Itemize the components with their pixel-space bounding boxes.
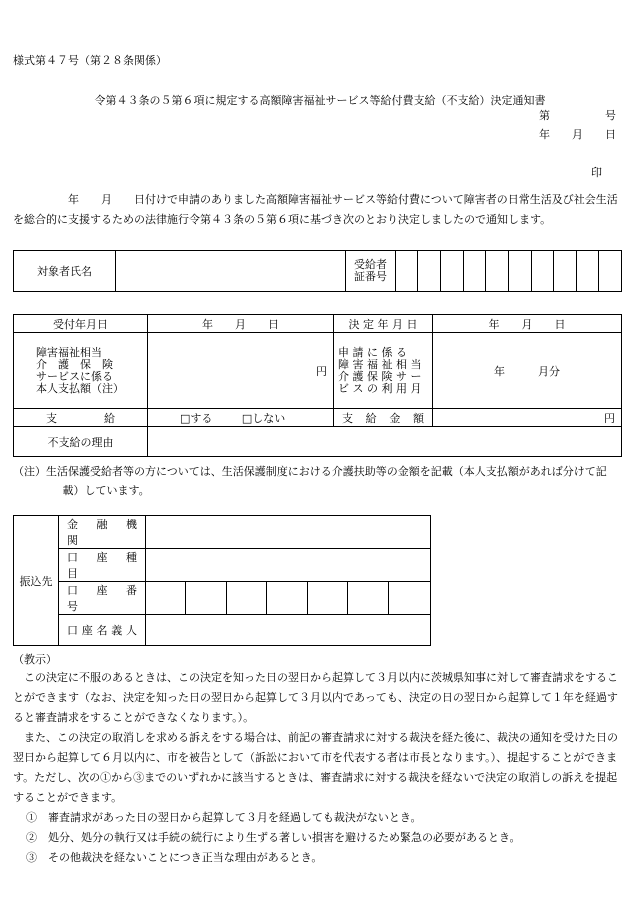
certificate-digit-cell[interactable] (396, 251, 418, 292)
subject-table (13, 250, 622, 292)
notice-item: ① 審査請求があった日の翌日から起算して３月を経過しても裁決がないとき。 (26, 811, 422, 824)
certificate-label-line-2: 証番号 (354, 270, 387, 283)
account-digit-cell[interactable] (146, 582, 186, 615)
notice-paragraph-2: また、この決定の取消しを求める訴えをする場合は、前記の審査請求に対する裁決を経た後に、裁決の通知を受けた日の翌日から起算して６月以内に、市を被告として（訴訟において市を代表する者は市長となります。）、提起することができます。ただし、次の①から③までのいずれかに該当するときは、審査請求に対する裁決を経ないで決定の取消しの訴えを提起することができます。 (13, 731, 618, 804)
form-number: 様式第４７号（第２８条関係） (13, 54, 167, 67)
yen-unit: 円 (316, 364, 327, 378)
copay-label-line: 本人支払額（注） (36, 381, 124, 395)
certificate-number-label (346, 251, 396, 292)
payment-label: 支 給 (14, 409, 148, 427)
payment-amount-label: 支 給 金 額 (334, 409, 433, 427)
copay-amount[interactable] (148, 333, 334, 409)
account-digit-cell[interactable] (348, 582, 389, 615)
certificate-digit-cell[interactable] (509, 251, 532, 292)
payment-option-yes[interactable]: □する (180, 411, 213, 425)
certificate-digit-cell[interactable] (577, 251, 599, 292)
document-title: 令第４３条の５第６項に規定する高額障害福祉サービス等給付費支給（不支給）決定通知書 (94, 94, 546, 107)
account-type-label: 口 座 種 目 (59, 549, 146, 582)
certificate-digit-cell[interactable] (441, 251, 464, 292)
non-payment-reason-value[interactable] (148, 427, 622, 457)
payment-amount-value[interactable] (433, 409, 622, 427)
payment-option-no[interactable]: □しない (241, 411, 286, 425)
certificate-digit-cell[interactable] (486, 251, 509, 292)
service-month-label (334, 333, 433, 409)
decision-date-label: 決 定 年 月 日 (334, 315, 433, 333)
notice-item: ② 処分、処分の執行又は手続の続行により生ずる著しい損害を避けるため緊急の必要があるとき。 (26, 831, 521, 844)
certificate-digit-cell[interactable] (418, 251, 441, 292)
copay-label-line: 介 護 保 険 (36, 357, 113, 371)
account-digit-cell[interactable] (186, 582, 227, 615)
subject-name-value[interactable] (116, 251, 346, 292)
decision-table (13, 314, 622, 457)
account-holder-label: 口 座 名 義 人 (59, 615, 146, 646)
bank-name-label: 金 融 機 関 (59, 516, 146, 549)
account-digit-cell[interactable] (308, 582, 348, 615)
transfer-destination-label: 振込先 (14, 516, 59, 646)
service-month-label-line: ビ ス の 利 用 月 (338, 381, 422, 395)
notice-heading: （教示） (13, 653, 57, 666)
service-month-value[interactable]: 年 月分 (433, 333, 622, 409)
account-digit-cell[interactable] (389, 582, 431, 615)
received-date-value[interactable]: 年 月 日 (148, 315, 334, 333)
bank-name-value[interactable] (146, 516, 431, 549)
payment-options (148, 409, 334, 427)
service-month-label-line: 申 請 に 係 る (338, 345, 407, 359)
certificate-digit-cell[interactable] (599, 251, 622, 292)
document-number-label: 第 号 (539, 109, 616, 122)
yen-unit: 円 (604, 411, 615, 425)
received-date-label: 受付年月日 (14, 315, 148, 333)
certificate-digit-cell[interactable] (532, 251, 554, 292)
notice-items (26, 808, 521, 868)
service-month-label-line: 介 護 保 険 サ ー (338, 369, 422, 383)
notice-paragraph-1: この決定に不服のあるときは、この決定を知った日の翌日から起算して３月以内に茨城県知事に対して審査請求をすることができます（なお、決定を知った日の翌日から起算して３月以内であっても、決定の日の翌日から起算して１年を経過すると審査請求をすることができなくなります。）。 (13, 671, 618, 724)
copay-label-line: サービスに係る (36, 369, 113, 383)
document-date-label: 年 月 日 (539, 128, 616, 141)
seal-mark: 印 (591, 166, 602, 179)
certificate-digit-cell[interactable] (554, 251, 577, 292)
copay-label-line: 障害福祉相当 (36, 345, 102, 359)
certificate-digit-cell[interactable] (464, 251, 486, 292)
copay-label (14, 333, 148, 409)
account-number-label: 口 座 番 号 (59, 582, 146, 615)
service-month-label-line: 障 害 福 祉 相 当 (338, 357, 422, 371)
note-text: （注）生活保護受給者等の方については、生活保護制度における介護扶助等の金額を記載（本人支払額があれば分けて記載）しています。 (13, 465, 607, 497)
decision-date-value[interactable]: 年 月 日 (433, 315, 622, 333)
subject-name-label: 対象者氏名 (14, 251, 116, 292)
account-holder-value[interactable] (146, 615, 431, 646)
non-payment-reason-label: 不支給の理由 (14, 427, 148, 457)
certificate-label-line-1: 受給者 (354, 258, 387, 271)
transfer-table (13, 515, 431, 646)
account-digit-cell[interactable] (267, 582, 308, 615)
account-type-value[interactable] (146, 549, 431, 582)
intro-paragraph: 年 月 日付けで申請のありました高額障害福祉サービス等給付費について障害者の日常生活及び社会生活を総合的に支援するための法律施行令第４３条の５第６項に基づき次のとおり決定しましたので通知します。 (13, 193, 618, 226)
account-digit-cell[interactable] (227, 582, 267, 615)
notice-item: ③ その他裁決を経ないことにつき正当な理由があるとき。 (26, 851, 323, 864)
